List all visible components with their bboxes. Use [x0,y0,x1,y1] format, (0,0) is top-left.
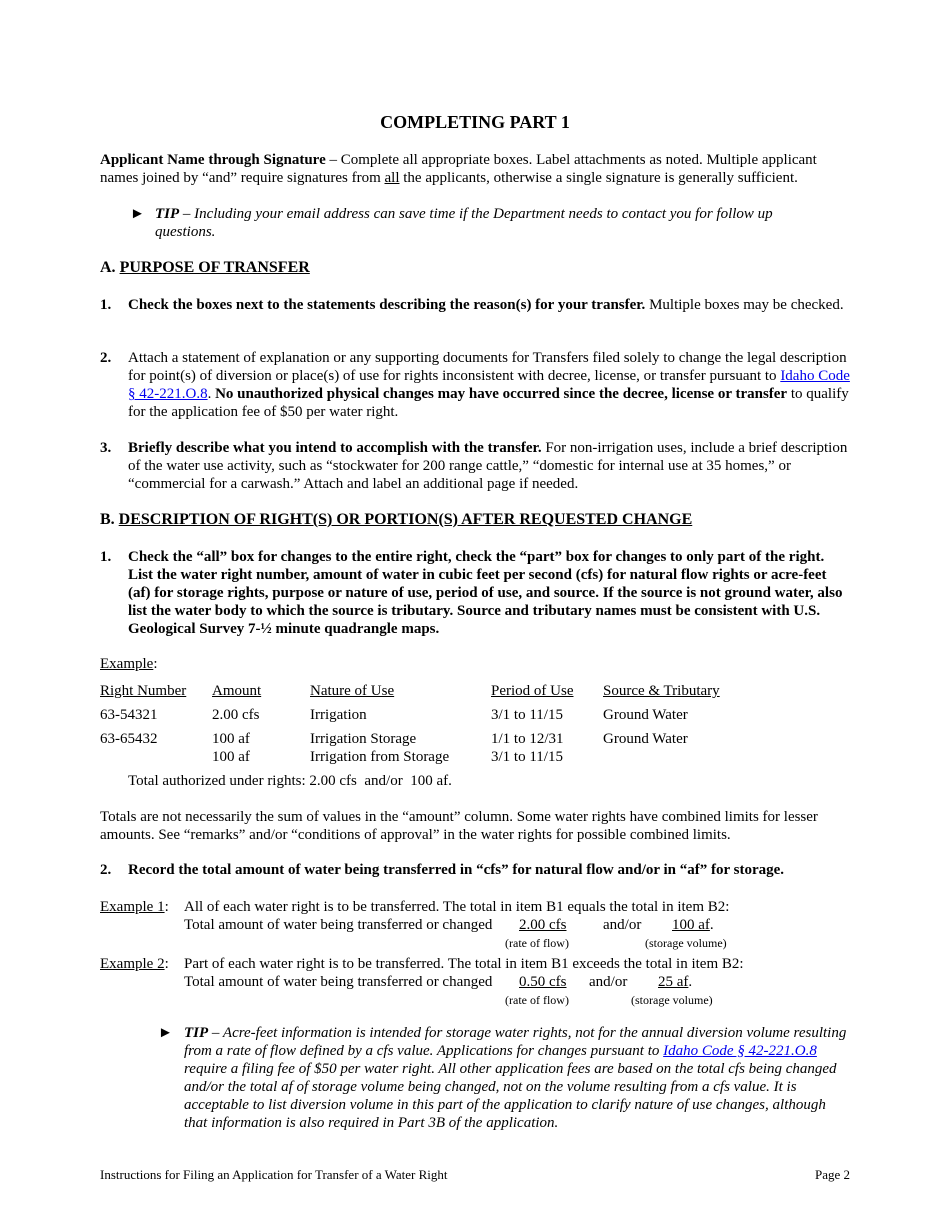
item-number: 1. [100,549,112,565]
tip-2-body: – Acre-feet information is intended for storage water rights, not for the annual diversion volume resulting from a rate of flow defined by a cfs value. Applications for changes pursuant to [184,1025,847,1059]
example-2-caption-af: (storage volume) [631,993,713,1007]
tip-2-body: require a filing fee of $50 per water right. All other application fees are based on the total cfs being changed and/or the total af of storage volume being changed, not on the volume resulting from a cfs value. It is acceptable to list diversion volume in this part of the application to clarify nature of use changes, although that information is also required in Part 3B of the application. [184,1061,837,1131]
intro-text-2: the applicants, otherwise a single signature is generally sufficient. [399,170,798,186]
table-cell: 1/1 to 12/31 [491,731,564,747]
example-label-text: Example [100,656,154,672]
item-number: 2. [100,350,112,366]
example-2-andor: and/or [589,974,628,990]
table-cell: Irrigation from Storage [310,749,450,765]
item-bold-text: Record the total amount of water being transferred in “cfs” for natural flow and/or in “af” for storage. [128,862,785,878]
item-plain-text: to qualify for the application fee of $50 per water right. [128,386,849,420]
table-cell: 63-65432 [100,731,158,747]
example-1-period: . [709,917,714,933]
item-plain-text: For non-irrigation uses, include a brief description of the water use activity, such as “stockwater for 200 range cattle,” “domestic for internal use at 35 homes,” or “commercial for a carwash.” Attach and label an additional page if needed. [128,440,848,492]
item-plain-text: Multiple boxes may be checked. [645,297,844,313]
item-number: 1. [100,297,112,313]
item-plain-text: . [207,386,216,402]
example-1-af-value: 100 af [672,917,710,933]
tip-1-text [155,205,815,241]
example-1-colon: : [164,899,169,915]
example-1-caption-cfs: (rate of flow) [505,936,569,950]
table-cell: 63-54321 [100,707,158,723]
example-1-label-text: Example 1 [100,899,165,915]
example-2-line-2: Total amount of water being transferred or changed [184,974,493,990]
table-header: Period of Use [491,683,574,699]
item-bold-text: No unauthorized physical changes may have occurred since the decree, license or transfer [215,386,788,402]
idaho-code-link[interactable]: Idaho Code § 42-221.O.8 [128,368,850,402]
arrow-icon: ► [158,1025,173,1041]
section-a-heading [100,259,850,277]
section-b-letter: B. [100,511,119,528]
table-cell: 100 af [212,749,250,765]
table-cell: 3/1 to 11/15 [491,749,563,765]
intro-paragraph [100,151,850,187]
totals-note: Totals are not necessarily the sum of values in the “amount” column. Some water rights have combined limits for lesser amounts. See “remarks” and/or “conditions of approval” in the water rights for possible combined limits. [100,809,818,843]
example-2-cfs-value: 0.50 cfs [519,974,567,990]
section-b-title: DESCRIPTION OF RIGHT(S) OR PORTION(S) AFTER REQUESTED CHANGE [118,511,693,528]
example-label [100,655,850,673]
example-2-af-group [658,973,692,991]
arrow-icon: ► [130,206,145,222]
section-a-title: PURPOSE OF TRANSFER [119,259,310,276]
example-2-label-text: Example 2 [100,956,165,972]
example-1-caption-af: (storage volume) [645,936,727,950]
item-bold-text: Check the boxes next to the statements describing the reason(s) for your transfer. [128,297,646,313]
example-2-caption-cfs: (rate of flow) [505,993,569,1007]
item-number: 3. [100,440,112,456]
table-cell: 3/1 to 11/15 [491,707,563,723]
item-bold-text: Briefly describe what you intend to accomplish with the transfer. [128,440,542,456]
table-total: Total authorized under rights: 2.00 cfs and/or 100 af. [128,773,452,789]
page-number: Page 2 [814,1167,850,1182]
tip-2-text [184,1024,852,1132]
example-1-cfs-value: 2.00 cfs [519,917,567,933]
example-colon: : [153,656,158,672]
section-b-heading [100,511,850,529]
tip-1-label: TIP [155,206,180,222]
table-cell: 2.00 cfs [212,707,260,723]
table-cell: Irrigation [310,707,367,723]
item-bold-text: Check the “all” box for changes to the entire right, check the “part” box for changes to only part of the right. List the water right number, amount of water in cubic feet per second (cfs) for natural flow rights or acre-feet (af) for storage rights, purpose or nature of use, period of use, and source. If the source is not ground water, also list the water body to which the source is tributary. Source and tributary names must be consistent with U.S. Geological Survey 7-½ minute quadrangle maps. [128,549,843,637]
table-cell: Ground Water [603,707,688,723]
table-cell: 100 af [212,731,250,747]
example-2-label [100,955,169,973]
section-a-letter: A. [100,259,120,276]
table-header: Nature of Use [310,683,395,699]
intro-text-all: all [384,170,400,186]
example-1-af-group [672,916,714,934]
example-2-period: . [688,974,693,990]
item-text [128,349,850,421]
example-1-line-1: All of each water right is to be transferred. The total in item B1 equals the total in item B2: [184,899,730,915]
table-header: Right Number [100,683,187,699]
idaho-code-link[interactable]: Idaho Code § 42-221.O.8 [663,1043,817,1059]
example-1-label [100,898,169,916]
item-text [128,296,850,314]
intro-text-1: – Complete all appropriate boxes. Label attachments as noted. Multiple applicant names joined by “and” require signatures from [100,152,817,186]
table-cell: Irrigation Storage [310,731,417,747]
table-cell: Ground Water [603,731,688,747]
tip-2-label: TIP [184,1025,209,1041]
footer-title: Instructions for Filing an Application for Transfer of a Water Right [100,1167,448,1182]
example-2-line-1: Part of each water right is to be transferred. The total in item B1 exceeds the total in item B2: [184,956,744,972]
example-1-andor: and/or [603,917,642,933]
table-header: Source & Tributary [603,683,720,699]
example-2-colon: : [164,956,169,972]
example-1-line-2: Total amount of water being transferred or changed [184,917,493,933]
tip-1-body: – Including your email address can save time if the Department needs to contact you for follow up questions. [155,206,773,240]
page-title: COMPLETING PART 1 [380,112,570,132]
item-number: 2. [100,862,112,878]
intro-lead: Applicant Name through Signature [100,152,326,168]
example-2-af-value: 25 af [658,974,689,990]
table-header: Amount [212,683,262,699]
item-text [128,439,850,493]
item-plain-text: Attach a statement of explanation or any supporting documents for Transfers filed solely to change the legal description for point(s) of diversion or place(s) of use for rights inconsistent with decree, license, or transfer pursuant to [128,350,847,384]
